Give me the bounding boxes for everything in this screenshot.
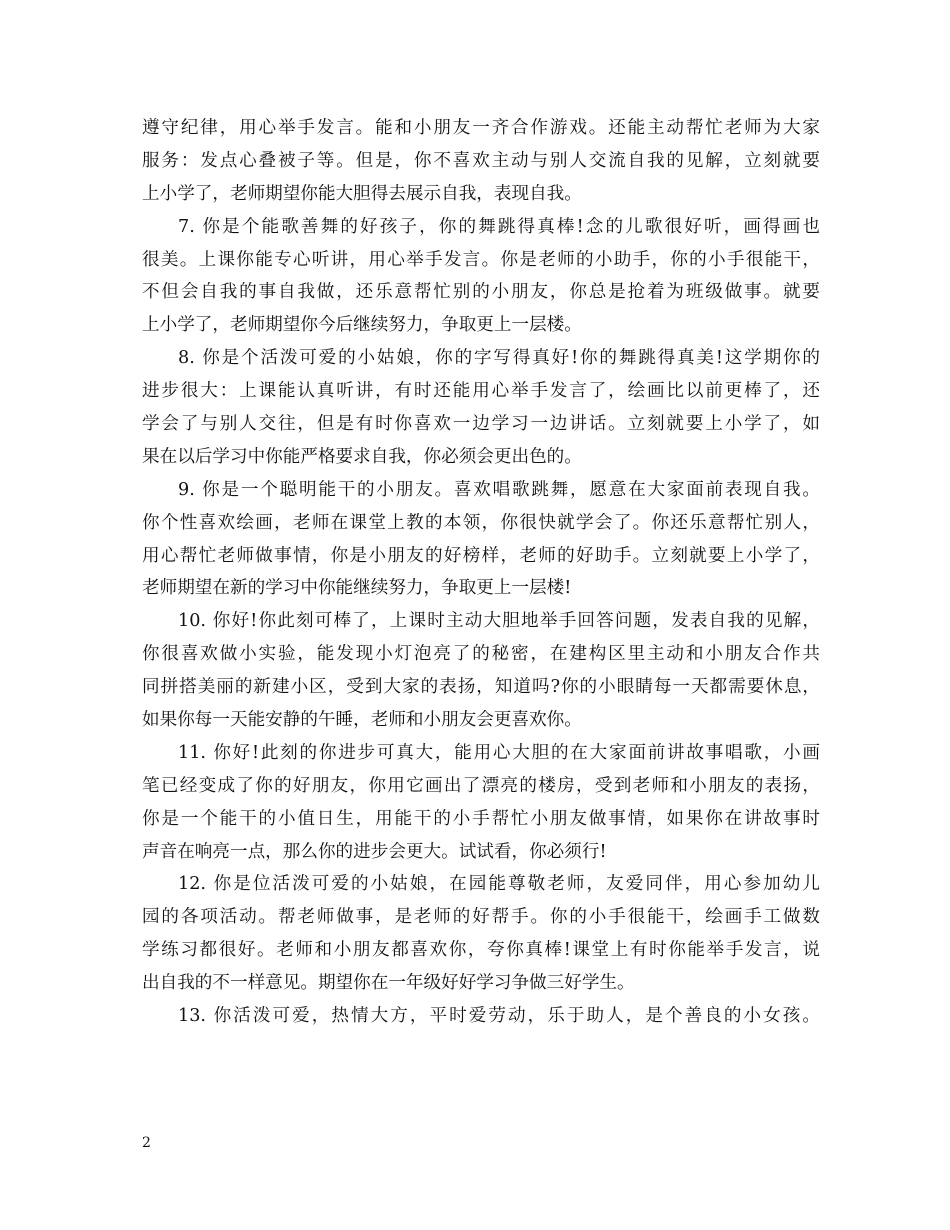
paragraph-line: 用心帮忙老师做事情，你是小朋友的好榜样，老师的好助手。立刻就要上小学了， bbox=[142, 545, 820, 566]
page-number: 2 bbox=[142, 1135, 151, 1151]
paragraph-line: 如果你每一天能安静的午睡，老师和小朋友会更喜欢你。 bbox=[142, 710, 582, 731]
paragraph-line: 学练习都很好。老师和小朋友都喜欢你，夸你真棒!课堂上有时你能举手发言，说 bbox=[142, 940, 820, 961]
paragraph-line: 笔已经变成了你的好朋友，你用它画出了漂亮的楼房，受到老师和小朋友的表扬， bbox=[142, 775, 820, 796]
paragraph-line: 老师期望在新的学习中你能继续努力，争取更上一层楼! bbox=[142, 578, 572, 599]
paragraph-first-line: 12. 你是位活泼可爱的小姑娘，在园能尊敬老师，友爱同伴，用心参加幼儿 bbox=[178, 874, 820, 895]
paragraph-line: 果在以后学习中你能严格要求自我，你必须会更出色的。 bbox=[142, 446, 582, 467]
paragraph-line: 上小学了，老师期望你今后继续努力，争取更上一层楼。 bbox=[142, 315, 582, 336]
paragraph-first-line: 9. 你是一个聪明能干的小朋友。喜欢唱歌跳舞，愿意在大家面前表现自我。 bbox=[178, 479, 820, 500]
paragraph-line: 遵守纪律，用心举手发言。能和小朋友一齐合作游戏。还能主动帮忙老师为大家 bbox=[142, 118, 820, 138]
paragraph-first-line: 10. 你好!你此刻可棒了，上课时主动大胆地举手回答问题，发表自我的见解， bbox=[178, 611, 820, 632]
paragraph-line: 服务：发点心叠被子等。但是，你不喜欢主动与别人交流自我的见解，立刻就要 bbox=[142, 150, 820, 171]
paragraph-first-line: 7. 你是个能歌善舞的好孩子，你的舞跳得真棒!念的儿歌很好听，画得画也 bbox=[178, 216, 820, 237]
paragraph-line: 学会了与别人交往，但是有时你喜欢一边学习一边讲话。立刻就要上小学了，如 bbox=[142, 414, 820, 435]
paragraph-first-line: 11. 你好!此刻的你进步可真大，能用心大胆的在大家面前讲故事唱歌，小画 bbox=[178, 742, 820, 763]
paragraph-line: 你个性喜欢绘画，老师在课堂上教的本领，你很快就学会了。你还乐意帮忙别人， bbox=[142, 512, 820, 533]
paragraph-line: 同拼搭美丽的新建小区，受到大家的表扬，知道吗?你的小眼睛每一天都需要休息， bbox=[142, 677, 820, 698]
paragraph-line: 声音在响亮一点，那么你的进步会更大。试试看，你必须行! bbox=[142, 841, 607, 862]
paragraph-line: 进步很大：上课能认真听讲，有时还能用心举手发言了，绘画比以前更棒了，还 bbox=[142, 381, 820, 402]
paragraph-line: 你很喜欢做小实验，能发现小灯泡亮了的秘密，在建构区里主动和小朋友合作共 bbox=[142, 644, 820, 665]
paragraph-first-line: 8. 你是个活泼可爱的小姑娘，你的字写得真好!你的舞跳得真美!这学期你的 bbox=[178, 348, 820, 369]
paragraph-line: 上小学了，老师期望你能大胆得去展示自我，表现自我。 bbox=[142, 183, 582, 204]
paragraph-line: 园的各项活动。帮老师做事，是老师的好帮手。你的小手很能干，绘画手工做数 bbox=[142, 907, 820, 928]
paragraph-line: 出自我的不一样意见。期望你在一年级好好学习争做三好学生。 bbox=[142, 973, 635, 994]
paragraph-first-line: 13. 你活泼可爱，热情大方，平时爱劳动，乐于助人，是个善良的小女孩。 bbox=[178, 1006, 820, 1027]
document-body bbox=[142, 112, 820, 1033]
paragraph-line: 很美。上课你能专心听讲，用心举手发言。你是老师的小助手，你的小手很能干， bbox=[142, 249, 820, 270]
paragraph-line: 你是一个能干的小值日生，用能干的小手帮忙小朋友做事情，如果你在讲故事时 bbox=[142, 808, 820, 829]
paragraph-line: 不但会自我的事自我做，还乐意帮忙别的小朋友，你总是抢着为班级做事。就要 bbox=[142, 282, 820, 303]
